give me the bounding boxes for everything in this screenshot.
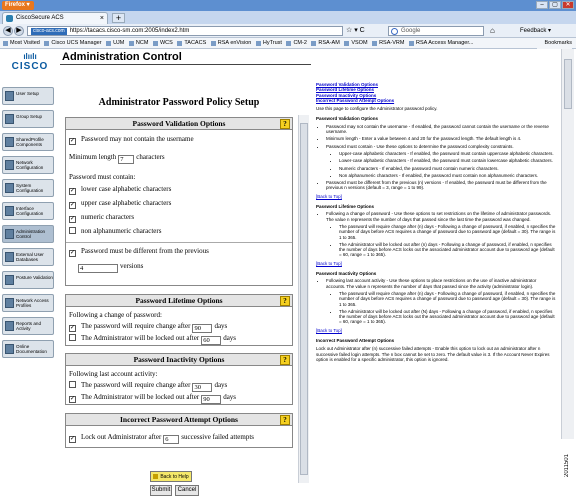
back-to-help-button[interactable]: Back to Help <box>150 471 192 482</box>
bookmark-item[interactable]: UJM <box>106 38 124 49</box>
inactivity-locked-days-input[interactable]: 90 <box>201 395 221 404</box>
bookmark-item[interactable]: Most Visited <box>3 38 40 49</box>
sidebar-item-online-documentation[interactable]: Online Documentation <box>2 340 54 358</box>
help-inactivity-title: Password Inactivity Options <box>316 271 377 277</box>
system-config-icon <box>5 183 14 193</box>
network-config-icon <box>5 160 14 170</box>
inactivity-require-checkbox[interactable] <box>69 381 76 388</box>
uppercase-checkbox[interactable]: ✓ <box>70 202 76 208</box>
online-documentation-icon <box>5 344 14 354</box>
help-inactivity-subitem: • The Administrator will be locked out after (N) days - Following a change of password, if enabled, n specifies the number of days before ACS locks out the associated administrator account due to password age (default = 60, range = 1 to 365). <box>339 309 556 325</box>
title-bar <box>0 0 576 11</box>
numeric-checkbox[interactable]: ✓ <box>70 216 76 222</box>
bookmark-item[interactable]: RSA-AM <box>311 38 339 49</box>
help-inactivity-list <box>322 278 556 324</box>
inactivity-locked-row: ✓ The Administrator will be locked out after 90 days <box>70 393 237 403</box>
previous-versions-input[interactable]: 4 <box>78 264 118 273</box>
sidebar-item-network-config[interactable]: Network Configuration <box>2 156 54 174</box>
bookmark-item[interactable]: Cisco UCS Manager <box>44 38 101 49</box>
feedback-button[interactable]: Feedback ▾ <box>520 28 552 34</box>
form-heading: Administrator Password Policy Setup <box>98 97 260 108</box>
help-lifetime-item: • Following a change of password - Use these options to set restrictions on the lifetime of administrator passwords. The value n represents the number of days that passed since the last time the password was changed. • The password will require change after (n) days - Following a change of password, if enabled, n specifies the number of days before ACS requires a change of password due to password age (default = 30). The range is 1 to 365. • The Administrator will be locked out after (n) days - Following a change of password, if enabled, n specifies the number of days before ACS locks out the associated administrator account due to password age (default = 60, range = 1 to 365). <box>326 211 556 257</box>
forward-icon[interactable]: ▶ <box>14 26 24 36</box>
favicon-icon <box>6 15 13 22</box>
section-title: Incorrect Password Attempt Options <box>120 415 238 424</box>
sidebar-item-posture-validation[interactable]: Posture Validation <box>2 271 54 289</box>
help-icon[interactable]: ? <box>280 415 290 425</box>
inactivity-require-row: The password will require change after 30 days <box>69 381 227 392</box>
help-validation-subitem: • Numeric characters - If enabled, the password must contain numeric characters. <box>339 166 556 171</box>
section-title: Password Validation Options <box>132 119 226 128</box>
home-icon[interactable]: ⌂ <box>490 26 495 35</box>
min-length-input[interactable]: 7 <box>118 155 134 164</box>
section-header <box>66 414 292 426</box>
tab-bar <box>0 11 576 24</box>
non-alphanumeric-checkbox[interactable] <box>69 227 76 234</box>
cisco-logo-bars: ılıılı <box>23 52 37 61</box>
administration-control-icon <box>5 229 14 239</box>
interface-config-icon <box>5 206 14 216</box>
submit-button[interactable]: Submit <box>150 485 172 496</box>
help-validation-item: • Password must contain - Use these options to determine the password complexity constraints. • Upper-case alphabetic characters - If enabled, the password must contain uppercase alphabetic characters. • Lower-case alphabetic characters - If enabled, the password must contain lowercase alphabetic characters. • Numeric characters - If enabled, the password must contain numeric characters. • Non alphanumeric characters - If enabled, the password must contain non alphanumeric characters. <box>326 144 556 178</box>
bookmark-item[interactable]: NCM <box>129 38 149 49</box>
cisco-logo <box>6 53 54 81</box>
reports-activity-icon <box>5 321 14 331</box>
help-inactivity-item: • Following last account activity - Use these options to place restrictions on the use of inactive administrator accounts. The value n represents the number of days that passed since the activity (administrator login). • The password will require change after (n) days - Following a change of password, if enabled, n specifies the number of days before ACS requires a change of password due to password age (default = 30). The range is 1 to 365. • The Administrator will be locked out after (N) days - Following a change of password, if enabled, n specifies the number of days before ACS locks out the associated administrator account due to password age (default = 60, range = 1 to 365). <box>326 278 556 324</box>
form-scrollbar[interactable] <box>298 115 309 483</box>
bookmark-item[interactable]: HyTrust <box>256 38 282 49</box>
back-to-top-link[interactable]: [Back to Top] <box>316 193 342 199</box>
help-validation-title: Password Validation Options <box>316 116 379 122</box>
help-validation-subitem: • Non alphanumeric characters - If enabled, the password must contain non alphanumeric characters. <box>339 173 556 178</box>
different-row: ✓ Password must be different from the previous <box>70 247 209 256</box>
help-pane <box>316 82 556 486</box>
uppercase-row: ✓ upper case alphabetic characters <box>70 199 172 208</box>
section-title: Password Lifetime Options <box>135 296 223 305</box>
external-databases-icon <box>5 252 14 262</box>
help-book-icon <box>153 474 158 479</box>
versions-row: 4 versions <box>80 262 144 272</box>
numeric-row: ✓ numeric characters <box>70 213 135 222</box>
inactivity-require-days-input[interactable]: 30 <box>192 383 212 392</box>
sidebar-item-shared-profile[interactable]: SharedProfile Components <box>2 133 54 151</box>
maximize-icon[interactable]: ▢ <box>549 1 561 9</box>
help-attempts-text: Lock out Administrator after (n) successive failed attempts - Enable this option to lock out an administrator after n successive failed login attempts. The n box cannot be set to zero. The default value is 3. If the Account Never Expires option is enabled for a specific administrator, this option is ignored. <box>316 346 550 362</box>
help-intro: Use this page to configure the Administrator password policy. <box>316 106 438 112</box>
search-placeholder: Google <box>401 28 421 34</box>
bookmark-item[interactable]: CM-2 <box>286 38 306 49</box>
bookmark-item[interactable]: WCS <box>153 38 173 49</box>
bookmark-item[interactable]: RSA enVision <box>211 38 252 49</box>
lifetime-following-label: Following a change of password: <box>69 311 162 319</box>
sidebar-item-network-access-profiles[interactable]: Network Access Profiles <box>2 294 54 312</box>
password-policy-form <box>62 71 296 493</box>
scrollbar-thumb[interactable] <box>300 123 308 475</box>
lifetime-locked-days-input[interactable]: 60 <box>201 336 221 345</box>
non-alphanumeric-row: non alphanumeric characters <box>69 227 161 235</box>
back-to-top-link[interactable]: [Back to Top] <box>316 260 342 266</box>
must-contain-label: Password must contain: <box>69 173 136 181</box>
group-setup-icon <box>5 114 14 124</box>
cisco-logo-text: CISCO <box>11 61 49 72</box>
acs-main-frame <box>0 49 311 493</box>
figure-id: 2011501 <box>564 454 570 478</box>
no-username-row: ✓ Password may not contain the username <box>70 135 194 144</box>
google-icon <box>391 28 398 35</box>
incorrect-attempt-section <box>65 413 293 448</box>
firefox-menu-button[interactable]: Firefox ▾ <box>2 1 34 10</box>
help-validation-item: • Password may not contain the username - If enabled, the password cannot contain the username or the reverse username. <box>326 124 556 135</box>
shared-profile-icon <box>5 137 14 147</box>
help-icon[interactable]: ? <box>280 355 290 365</box>
window-controls <box>535 1 574 10</box>
posture-validation-icon <box>5 275 14 285</box>
network-access-profiles-icon <box>5 298 14 308</box>
help-validation-list <box>322 124 556 191</box>
sidebar-item-user-setup[interactable]: User Setup <box>2 87 54 105</box>
bookmark-item[interactable]: VSOM <box>344 38 367 49</box>
sidebar-nav <box>2 87 54 377</box>
sidebar-item-administration-control[interactable]: Administration Control <box>2 225 54 243</box>
help-inactivity-subitem: • The password will require change after (n) days - Following a change of password, if enabled, n specifies the number of days before ACS requires a change of password due to password age (default = 30). The range is 1 to 365. <box>339 291 556 307</box>
close-icon[interactable]: ✕ <box>562 1 574 9</box>
inactivity-locked-checkbox[interactable]: ✓ <box>70 396 76 402</box>
cancel-button[interactable]: Cancel <box>175 485 199 496</box>
tab-ciscosecure-acs[interactable] <box>2 12 108 24</box>
minimize-icon[interactable]: – <box>536 1 548 9</box>
help-lifetime-title: Password Lifetime Options <box>316 204 375 210</box>
bookmark-item[interactable]: RSA Access Manager... <box>409 38 473 49</box>
help-link-attempts[interactable]: Incorrect Password Attempt Options <box>316 97 395 103</box>
min-length-row: Minimum length 7 characters <box>69 153 165 163</box>
password-inactivity-section <box>65 353 293 405</box>
bookmark-item[interactable]: RSA-VRM <box>372 38 404 49</box>
help-validation-item: • Minimum length - Enter a value between 4 and 20 for the password length. The default length is 4. <box>326 136 556 141</box>
section-header <box>66 354 292 366</box>
help-link-validation[interactable]: Password Validation Options <box>316 82 379 87</box>
lowercase-row: ✓ lower case alphabetic characters <box>70 185 172 194</box>
help-lifetime-subitem: • The password will require change after (n) days - Following a change of password, if enabled, n specifies the number of days before ACS requires a change of password due to password age (default = 30). The range is 1 to 365. <box>339 224 556 240</box>
search-input[interactable] <box>388 26 484 36</box>
lifetime-locked-row: The Administrator will be locked out after 60 days <box>69 334 236 345</box>
lowercase-checkbox[interactable]: ✓ <box>70 188 76 194</box>
help-validation-subitem: • Upper-case alphabetic characters - If enabled, the password must contain uppercase alphabetic characters. <box>339 151 556 156</box>
user-setup-icon <box>5 91 14 101</box>
lifetime-locked-checkbox[interactable] <box>69 334 76 341</box>
no-username-checkbox[interactable]: ✓ <box>70 138 76 144</box>
password-lifetime-section <box>65 294 293 346</box>
tab-close-icon[interactable]: × <box>99 15 104 22</box>
lifetime-require-checkbox[interactable]: ✓ <box>70 325 76 331</box>
section-title: Password Inactivity Options <box>133 355 225 364</box>
inactivity-following-label: Following last account activity: <box>69 370 158 378</box>
back-to-top-link[interactable]: [Back to Top] <box>316 327 342 333</box>
help-scrollbar[interactable] <box>561 49 574 439</box>
url-bar[interactable] <box>27 26 343 36</box>
lock-out-row: ✓ Lock out Administrator after 6 successive failed attempts <box>70 433 254 443</box>
navigation-toolbar <box>0 24 576 38</box>
lock-out-checkbox[interactable]: ✓ <box>70 436 76 442</box>
tab-title: CiscoSecure ACS <box>16 15 64 21</box>
bookmark-item[interactable]: TACACS <box>177 38 206 49</box>
site-identity-badge[interactable]: cisco-acs.com <box>33 28 65 34</box>
page-title: Administration Control <box>62 51 182 63</box>
new-tab-button[interactable]: + <box>112 13 125 23</box>
help-lifetime-list <box>322 211 556 257</box>
bookmark-star-icon[interactable]: ☆ ▾ C <box>346 27 365 34</box>
lifetime-require-days-input[interactable]: 90 <box>192 324 212 333</box>
sidebar-item-interface-config[interactable]: Interface Configuration <box>2 202 54 220</box>
sidebar-item-external-databases[interactable]: External User Databases <box>2 248 54 266</box>
help-validation-subitem: • Lower-case alphabetic characters - If enabled, the password must contain lowercase alphabetic characters. <box>339 158 556 163</box>
help-link-lifetime[interactable]: Password Lifetime Options <box>316 87 375 93</box>
different-checkbox[interactable]: ✓ <box>70 250 76 256</box>
lifetime-require-row: ✓ The password will require change after 90 days <box>70 322 228 332</box>
sidebar-item-group-setup[interactable]: Group Setup <box>2 110 54 128</box>
section-header <box>66 118 292 130</box>
password-validation-section <box>65 117 293 286</box>
url-text: https://tacacs.cisco-sm.com:2005/index2.htm <box>69 28 190 34</box>
section-header <box>66 295 292 307</box>
help-lifetime-subitem: • The Administrator will be locked out after (n) days - Following a change of password, if enabled, n specifies the number of days before ACS locks out the associated administrator account due to password age (default = 60, range = 1 to 365). <box>339 242 556 258</box>
header-divider <box>60 64 311 65</box>
help-icon[interactable]: ? <box>280 119 290 129</box>
bookmarks-toolbar <box>0 38 576 49</box>
back-icon[interactable]: ◀ <box>3 26 13 36</box>
sidebar-item-reports-activity[interactable]: Reports and Activity <box>2 317 54 335</box>
sidebar-item-system-config[interactable]: System Configuration <box>2 179 54 197</box>
help-validation-item: • Password must be different from the previous (n) versions - If enabled, the password must be different from the previous n versions (default = 3, range = 1 to 99). <box>326 180 556 191</box>
help-icon[interactable]: ? <box>280 296 290 306</box>
bookmarks-menu-button[interactable]: Bookmarks <box>537 38 572 49</box>
divider <box>66 242 292 243</box>
attempts-input[interactable]: 6 <box>163 435 179 444</box>
help-attempts-title: Incorrect Password Attempt Options <box>316 337 395 343</box>
scrollbar-thumb[interactable] <box>564 59 572 109</box>
help-link-inactivity[interactable]: Password Inactivity Options <box>316 92 377 98</box>
